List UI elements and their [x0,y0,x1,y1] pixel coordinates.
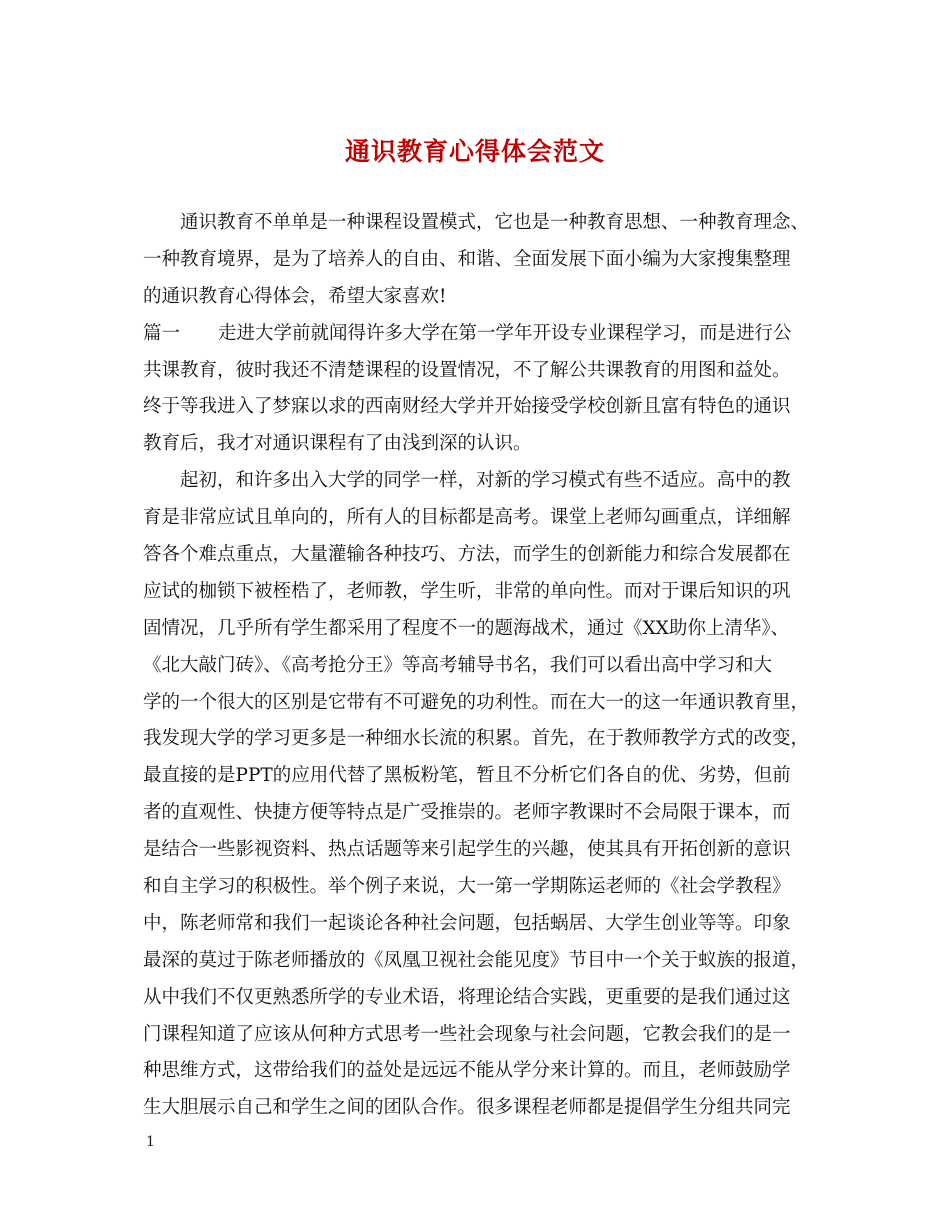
paragraph-line: 共课教育，彼时我还不清楚课程的设置情况，不了解公共课教育的用图和益处。 [143,359,791,381]
document-title: 通识教育心得体会范文 [344,137,605,166]
paragraph-line: 一种教育境界，是为了培养人的自由、和谐、全面发展下面小编为大家搜集整理 [143,248,791,270]
paragraph-line: 育是非常应试且单向的，所有人的目标都是高考。课堂上老师勾画重点，详细解 [143,507,791,529]
paragraph-line: 通识教育不单单是一种课程设置模式，它也是一种教育思想、一种教育理念、 [180,212,810,233]
paragraph-line: 固情况，几乎所有学生都采用了程度不一的题海战术，通过《XX助你上清华》、 [143,617,790,639]
body-paragraph [143,463,823,1127]
paragraph-line: 我发现大学的学习更多是一种细水长流的积累。首先，在于教师教学方式的改变， [143,728,810,750]
intro-paragraph [143,205,823,316]
document-body [143,205,823,1127]
page-number: 1 [146,1134,155,1150]
paragraph-line-text: 走进大学前就闻得许多大学在第一学年开设专业课程学习，而是进行公 [218,322,792,344]
paragraph-line: 的通识教育心得体会，希望大家喜欢! [143,285,447,307]
paragraph-line: 终于等我进入了梦寐以求的西南财经大学并开始接受学校创新且富有特色的通识 [143,396,791,418]
paragraph-line: 学的一个很大的区别是它带有不可避免的功利性。而在大一的这一年通识教育里， [143,691,810,713]
paragraph-line: 最直接的是PPT的应用代替了黑板粉笔，暂且不分析它们各自的优、劣势，但前 [143,765,791,787]
paragraph-line: 者的直观性、快捷方便等特点是广受推崇的。老师字教课时不会局限于课本，而 [143,802,791,824]
paragraph-line: 和自主学习的积极性。举个例子来说，大一第一学期陈运老师的《社会学教程》 [143,876,791,898]
paragraph-line: 是结合一些影视资料、热点话题等来引起学生的兴趣，使其具有开拓创新的意识 [143,839,791,861]
paragraph-line: 生大胆展示自己和学生之间的团队合作。很多课程老师都是提倡学生分组共同完 [143,1097,791,1119]
paragraph-line [143,316,823,353]
section-one-paragraph [143,316,823,464]
paragraph-line: 从中我们不仅更熟悉所学的专业术语，将理论结合实践，更重要的是我们通过这 [143,986,791,1008]
paragraph-line: 《北大敲门砖》、《高考抢分王》等高考辅导书名，我们可以看出高中学习和大 [143,654,773,676]
paragraph-line: 答各个难点重点，大量灌输各种技巧、方法，而学生的创新能力和综合发展都在 [143,544,791,566]
paragraph-line: 中，陈老师常和我们一起谈论各种社会问题，包括蜗居、大学生创业等等。印象 [143,912,791,934]
paragraph-line: 起初，和许多出入大学的同学一样，对新的学习模式有些不适应。高中的教 [180,470,791,492]
paragraph-line: 教育后，我才对通识课程有了由浅到深的认识。 [143,433,532,455]
paragraph-line: 应试的枷锁下被桎梏了，老师教，学生听，非常的单向性。而对于课后知识的巩 [143,580,791,602]
paragraph-line: 种思维方式，这带给我们的益处是远远不能从学分来计算的。而且，老师鼓励学 [143,1060,791,1082]
section-label: 篇一 [143,322,181,344]
paragraph-line: 门课程知道了应该从何种方式思考一些社会现象与社会问题，它教会我们的是一 [143,1023,791,1045]
paragraph-line: 最深的莫过于陈老师播放的《凤凰卫视社会能见度》节目中一个关于蚁族的报道， [143,949,810,971]
